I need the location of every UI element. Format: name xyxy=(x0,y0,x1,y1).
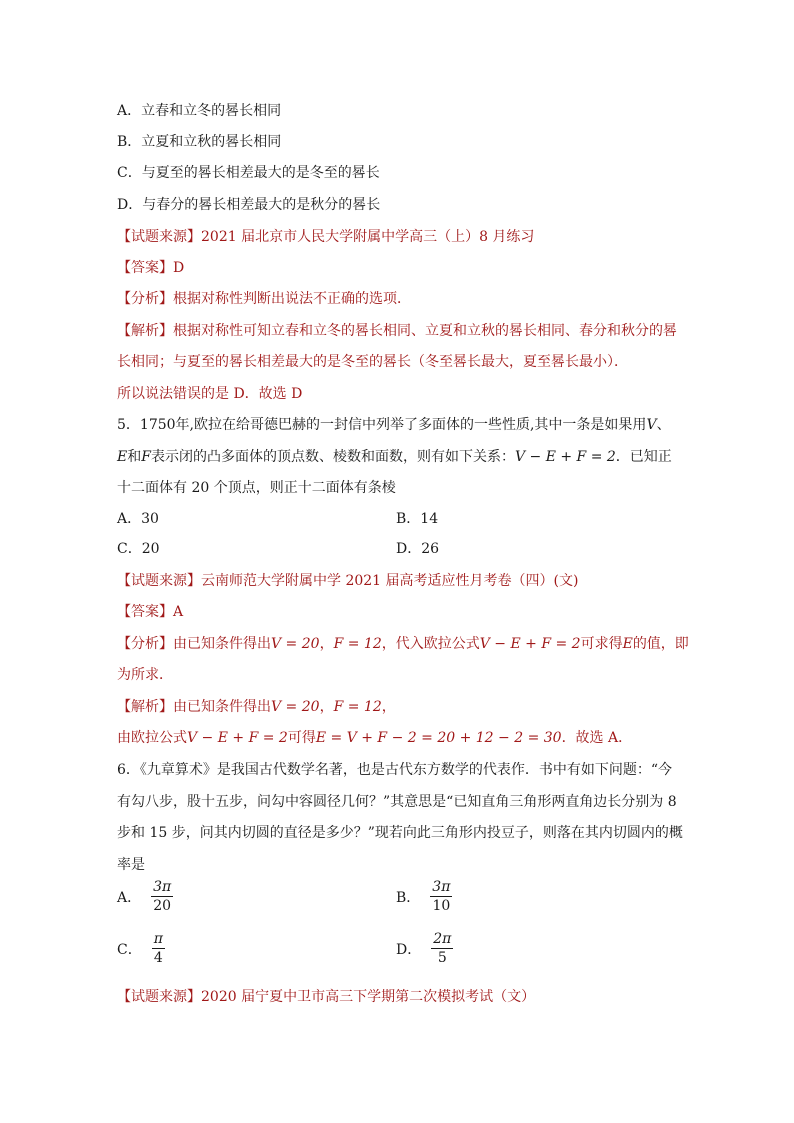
analysis-text: 由已知条件得出 xyxy=(173,636,271,652)
q5-option-c: C．20 xyxy=(117,541,160,557)
numerator: 3π xyxy=(432,879,451,895)
source-text: 2021 届北京市人民大学附属中学高三（上）8 月练习 xyxy=(201,229,535,245)
q6-option-b xyxy=(396,878,452,915)
solution-text: ， xyxy=(381,699,396,715)
q4-solution-line-2: 长相同；与夏至的晷长相差最大的是冬至的晷长（冬至晷长最大，夏至晷长最小）． xyxy=(117,354,628,370)
q6-option-a xyxy=(117,878,173,915)
q6-option-c xyxy=(117,930,165,967)
option-label: A． xyxy=(117,889,142,906)
var-f: F xyxy=(141,449,151,465)
q5-analysis-line-1 xyxy=(117,634,689,654)
var-e: E xyxy=(117,449,128,465)
answer-text: A xyxy=(173,604,184,620)
fraction xyxy=(430,878,452,915)
euler-formula: V − E + F = 2 xyxy=(479,636,581,652)
option-label: C． xyxy=(117,941,142,958)
q5-source xyxy=(117,571,578,591)
solution-text: 根据对称性可知立春和立冬的晷长相同、立夏和立秋的晷长相同、春分和秋分的晷 xyxy=(173,323,677,339)
analysis-text: 根据对称性判断出说法不正确的选项． xyxy=(173,291,411,307)
q5-solution-line-1 xyxy=(117,697,396,717)
q5-answer xyxy=(117,602,183,622)
numerator: 2π xyxy=(433,931,452,947)
q6-stem-line-3: 步和 15 步，问其内切圆的直径是多少？”现若向此三角形内投豆子，则落在其内切圆内的概 xyxy=(117,825,683,841)
q4-analysis xyxy=(117,289,411,309)
q5-solution-line-2 xyxy=(117,728,632,748)
euler-formula: V − E + F = 2 xyxy=(187,730,288,746)
option-label: D． xyxy=(396,941,422,958)
source-tag: 【试题来源】 xyxy=(117,573,201,589)
solution-text: 可得 xyxy=(287,730,316,746)
fraction xyxy=(431,930,453,967)
q4-option-b: B．立夏和立秋的晷长相同 xyxy=(117,134,282,150)
analysis-tag: 【分析】 xyxy=(117,636,173,652)
fraction xyxy=(151,878,173,915)
denominator: 5 xyxy=(437,950,447,966)
q4-option-d: D．与春分的晷长相差最大的是秋分的晷长 xyxy=(117,197,381,213)
analysis-text: ，代入欧拉公式 xyxy=(381,636,480,652)
q4-source xyxy=(117,227,534,247)
answer-text: D xyxy=(173,260,185,276)
var-v: V xyxy=(646,417,657,433)
answer-tag: 【答案】 xyxy=(117,604,173,620)
stem-text: 5．1750年,欧拉在给哥德巴赫的一封信中列举了多面体的一些性质,其中一条是如果用 xyxy=(117,417,647,433)
solution-text: ．故选 A． xyxy=(561,730,633,746)
answer-tag: 【答案】 xyxy=(117,260,173,276)
formula-f12: F = 12 xyxy=(333,699,382,715)
solution-sep: ， xyxy=(319,699,334,715)
formula-v20: V = 20 xyxy=(271,699,320,715)
source-tag: 【试题来源】 xyxy=(117,989,201,1005)
var-e: E xyxy=(622,636,633,652)
q6-source xyxy=(117,987,535,1007)
stem-and: 和 xyxy=(127,449,142,465)
stem-text: 表示闭的凸多面体的顶点数、棱数和面数，则有如下关系： xyxy=(150,449,515,465)
solution-tag: 【解析】 xyxy=(117,699,173,715)
formula-e30: E = V + F − 2 = 20 + 12 − 2 = 30 xyxy=(315,730,562,746)
q5-stem-line-3: 十二面体有 20 个顶点，则正十二面体有条棱 xyxy=(117,480,396,496)
formula-v20: V = 20 xyxy=(271,636,320,652)
q5-stem-line-1 xyxy=(117,415,671,435)
source-tag: 【试题来源】 xyxy=(117,229,201,245)
numerator: 3π xyxy=(153,879,172,895)
source-text: 2020 届宁夏中卫市高三下学期第二次模拟考试（文） xyxy=(201,989,536,1005)
stem-sep: 、 xyxy=(656,417,671,433)
q5-analysis-line-2: 为所求． xyxy=(117,667,173,683)
solution-text: 由欧拉公式 xyxy=(117,730,187,746)
source-text: 云南师范大学附属中学 2021 届高考适应性月考卷（四）(文) xyxy=(201,573,579,589)
q5-option-a: A．30 xyxy=(117,511,159,527)
analysis-sep: ， xyxy=(319,636,334,652)
analysis-tag: 【分析】 xyxy=(117,291,173,307)
numerator: π xyxy=(153,931,163,947)
q4-option-a: A．立春和立冬的晷长相同 xyxy=(117,103,282,119)
denominator: 20 xyxy=(153,898,172,914)
solution-tag: 【解析】 xyxy=(117,323,173,339)
q5-option-b: B．14 xyxy=(396,511,439,527)
q6-stem-line-2: 有勾八步，股十五步，问勾中容圆径几何？”其意思是“已知直角三角形两直角边长分别为 8 xyxy=(117,794,677,810)
q4-answer xyxy=(117,258,184,278)
q5-option-d: D．26 xyxy=(396,541,440,557)
q5-stem-line-2 xyxy=(117,447,672,467)
q6-option-d xyxy=(396,930,453,967)
q4-conclusion: 所以说法错误的是 D．故选 D xyxy=(117,386,303,402)
q4-solution-line-1 xyxy=(117,321,677,341)
q6-stem-line-1: 6．《九章算术》是我国古代数学名著，也是古代东方数学的代表作．书中有如下问题：“今 xyxy=(117,762,673,778)
denominator: 4 xyxy=(153,950,163,966)
euler-formula: V − E + F = 2 xyxy=(514,449,616,465)
option-label: B． xyxy=(396,889,421,906)
solution-text: 由已知条件得出 xyxy=(173,699,271,715)
formula-f12: F = 12 xyxy=(333,636,382,652)
fraction xyxy=(152,930,165,967)
analysis-text: 可求得 xyxy=(580,636,623,652)
q6-stem-line-4: 率是 xyxy=(117,857,145,873)
q4-option-c: C．与夏至的晷长相差最大的是冬至的晷长 xyxy=(117,165,380,181)
stem-tail: ．已知正 xyxy=(615,449,672,465)
denominator: 10 xyxy=(432,898,451,914)
analysis-text: 的值，即 xyxy=(632,636,689,652)
